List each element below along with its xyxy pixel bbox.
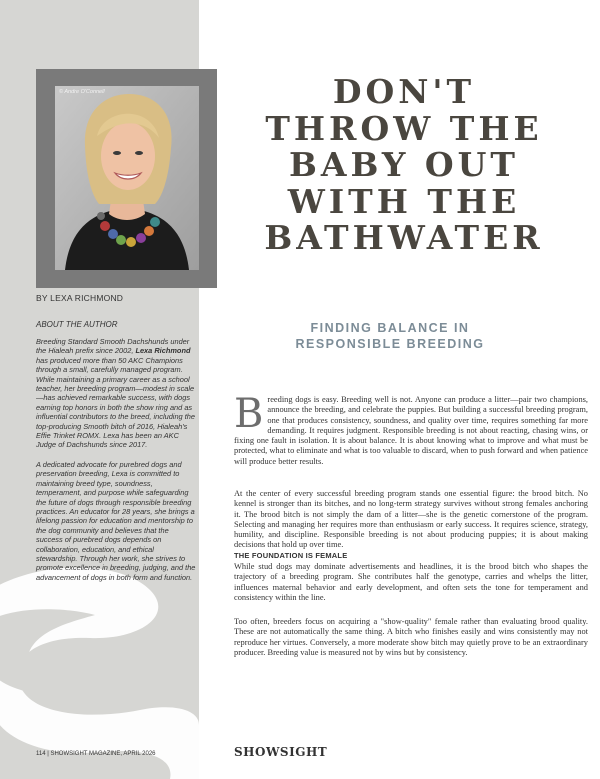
byline: BY LEXA RICHMOND (36, 293, 124, 303)
article-paragraph-4: Too often, breeders focus on acquiring a "show-quality" female rather than evaluating brood quality. These are not automatically the same thing. A bitch who finishes easily and wins consistently may not reproduce her virtues. Conversely, a more moderate show bitch may quietly prove to be an extraordinary producer. Breeding value is measured not by wins but by consistency. (234, 617, 588, 657)
article-paragraph-1 (234, 391, 588, 467)
title-line-4: WITH THE (287, 181, 521, 221)
about-p1-text-a: Breeding Standard Smooth Dachshunds under the Hialeah prefix since 2002, (36, 337, 190, 356)
about-author-heading: ABOUT THE AUTHOR (36, 320, 118, 329)
subtitle-line-2: RESPONSIBLE BREEDING (295, 337, 485, 351)
author-photo (55, 86, 199, 270)
article-title (224, 74, 584, 257)
subtitle-line-1: FINDING BALANCE IN (310, 321, 470, 335)
magazine-logo: SHOWSIGHT (234, 745, 328, 759)
section-subhead: THE FOUNDATION IS FEMALE (234, 551, 348, 560)
article-paragraph-2: At the center of every successful breeding program stands one essential figure: the brood bitch. No kennel is stronger than its bitches, and no long-term strategy survives without strong females anchoring it. The brood bitch is not simply the dam of a litter—she is the genetic cornerstone of the program. Selecting and managing her requires more than enthusiasm or early success. It requires science, strategy, humility, and discipline. Responsible breeding is not about producing puppies; it is about making decisions that hold up over time. (234, 489, 588, 550)
title-line-2: THROW THE (265, 108, 543, 148)
article-subtitle (240, 320, 540, 352)
about-author-paragraph-2: A dedicated advocate for purebred dogs and preservation breeding, Lexa is committed to maintaining breed type, soundness, temperament, and purpose while safeguarding the future of dogs through responsible breeding practices. An educator for 28 years, she brings a lifelong passion for education and mentorship to the dog community and believes that the success of purebred dogs depends on collaboration, education, and ethical stewardship. Through her work, she strives to promote excellence in breeding, judging, and the advancement of dogs in both form and function. (36, 460, 196, 582)
author-portrait-image (55, 86, 199, 270)
article-p1-text: reeding dogs is easy. Breeding well is not. Anyone can produce a litter—pair two champions, announce the breeding, and celebrate the puppies. But building a successful breeding program, one that produces consistency, soundness, and quality over time, requires something far more demanding. It requires judgment. Responsible breeding is not about reacting, chasing wins, or fixing one fault in isolation. It is about balance. It is about knowing what to improve and what must be protected, what to eliminate and what is too valuable to discard, when to push forward and when patience will produce better results. (234, 395, 588, 466)
author-name: Lexa Richmond (135, 346, 191, 356)
page-folio: 114 | SHOWSIGHT MAGAZINE, APRIL 2026 (36, 751, 156, 757)
article-paragraph-3: While stud dogs may dominate advertisements and headlines, it is the brood bitch who shapes the trajectory of a breeding program. She contributes half the genotype, carries and whelps the litter, influences maternal behavior and early development, and often sets the tone for temperament and consistency within the line. (234, 562, 588, 602)
swirl-logo-graphic (0, 560, 199, 779)
title-line-1: DON'T (332, 72, 476, 111)
about-author-paragraph-1 (36, 337, 196, 450)
about-p1-text-b: has produced more than 50 AKC Champions through a small, carefully managed program. While maintaining a primary career as a school teacher, her breeding program—modest in scale—has achieved remarkable success, with dogs earning top honors in both the show ring and as influential contributors to the breed, including the top-producing Smooth bitch of 2016, Hialeah's Effie Trinket ROMX. Lexa has been an AKC Judge of Dachshunds since 2017. (36, 355, 195, 450)
photo-credit: © Andre O'Connell (59, 89, 105, 95)
title-line-3: BABY OUT (289, 145, 519, 184)
drop-cap: B (234, 391, 264, 437)
title-line-5: BATHWATER (264, 218, 544, 257)
